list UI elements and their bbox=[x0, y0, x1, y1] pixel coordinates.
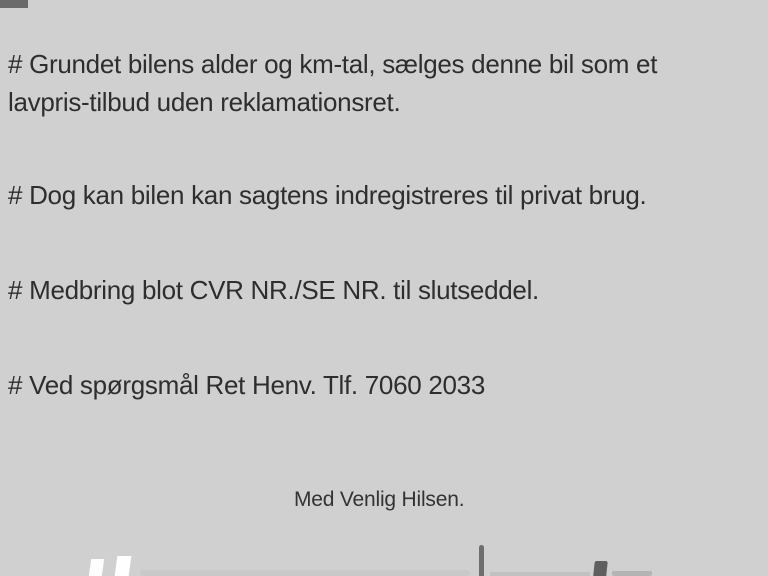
note-line: # Ved spørgsmål Ret Henv. Tlf. 7060 2033 bbox=[8, 370, 485, 400]
paragraph-contact-phone bbox=[8, 366, 485, 404]
note-line: # Medbring blot CVR NR./SE NR. til slutseddel. bbox=[8, 275, 539, 305]
paragraph-cvr bbox=[8, 271, 539, 309]
logo-white-letter-stem-icon bbox=[115, 556, 132, 576]
top-left-dark-bar bbox=[0, 0, 28, 8]
note-line: # Grundet bilens alder og km-tal, sælges denne bil som et bbox=[8, 49, 658, 79]
logo-faint-letters-middle bbox=[490, 572, 590, 576]
paragraph-registration bbox=[8, 176, 646, 214]
logo-faint-letters-right bbox=[612, 571, 652, 576]
paragraph-age-disclaimer bbox=[8, 45, 657, 121]
note-line: lavpris-tilbud uden reklamationsret. bbox=[8, 87, 401, 117]
logo-divider-bar-icon bbox=[479, 545, 484, 576]
signoff-text: Med Venlig Hilsen. bbox=[294, 488, 465, 511]
logo-dark-letter-top-icon bbox=[593, 561, 608, 576]
note-line: # Dog kan bilen kan sagtens indregistreres til privat brug. bbox=[8, 180, 647, 210]
logo-faint-letters-left bbox=[140, 570, 470, 576]
logo-white-letter-stem-icon bbox=[89, 559, 104, 576]
